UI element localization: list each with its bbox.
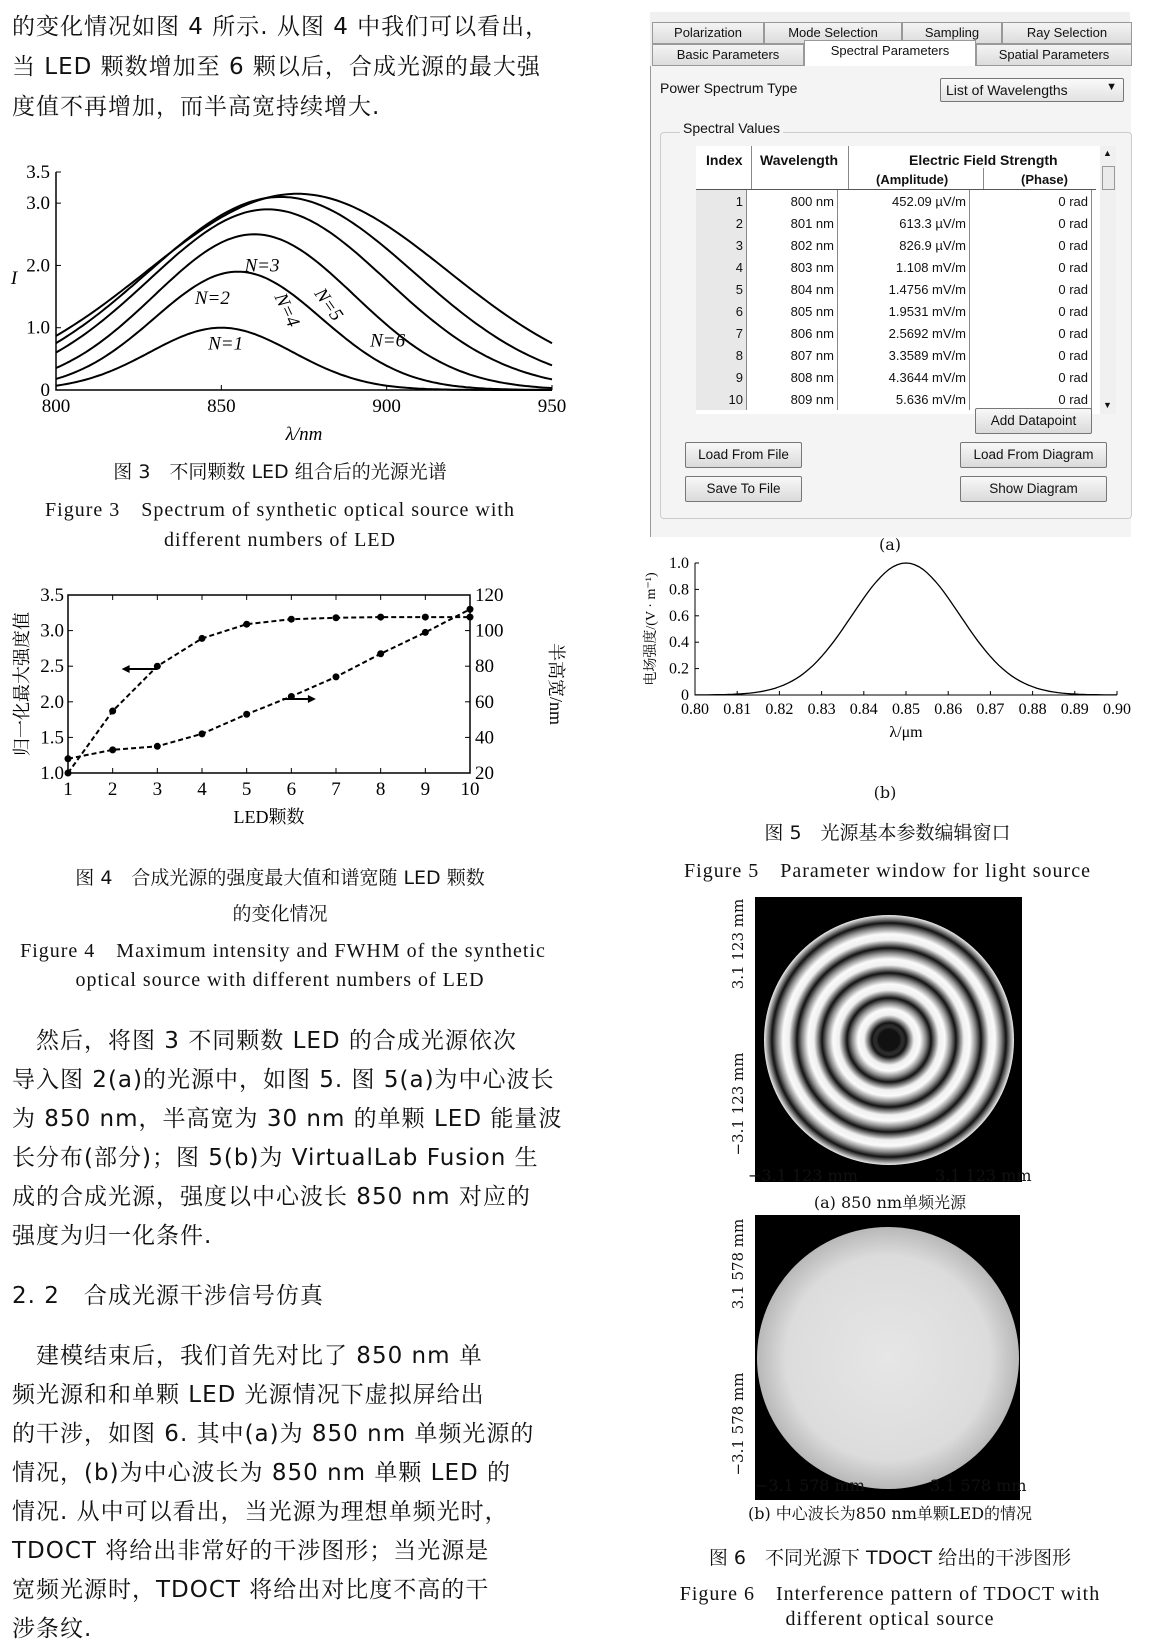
x-tick-label: 0.89 <box>1060 701 1089 718</box>
spectral-values-table[interactable] <box>696 146 1116 414</box>
text-line: 频光源和和单颗 LED 光源情况下虚拟屏给出 <box>12 1382 485 1408</box>
save-to-file-button[interactable]: Save To File <box>685 476 802 502</box>
figure6a-x-right-label: 3.1 123 mm <box>935 1166 1032 1185</box>
x-tick-label: 0.80 <box>681 701 709 718</box>
figure4-caption-zh-1: 图 4 合成光源的强度最大值和谱宽随 LED 颗数 <box>75 867 485 889</box>
x-tick-label: 1 <box>63 779 73 800</box>
header-efs: Electric Field Strength <box>909 152 1058 168</box>
figure5-caption-en: Figure 5 Parameter window for light source <box>684 860 1091 882</box>
dropdown-arrow-icon: ▼ <box>1106 81 1117 93</box>
figure6a-y-bottom-label: −3.1 123 mm <box>729 1052 747 1156</box>
table-row[interactable] <box>696 344 1092 366</box>
x-tick-label: 950 <box>537 396 567 417</box>
x-axis-label: LED颗数 <box>233 807 305 827</box>
cell-amplitude[interactable]: 452.09 µV/m <box>838 190 970 212</box>
spectral-values-label: Spectral Values <box>680 120 783 136</box>
figure3-caption-en-2: different numbers of LED <box>164 529 396 551</box>
cell-index[interactable]: 8 <box>696 344 747 366</box>
x-tick-label: 0.85 <box>892 701 920 718</box>
x-tick-label: 6 <box>286 779 297 800</box>
y-tick-label: 2.0 <box>40 691 64 713</box>
cell-wavelength[interactable]: 806 nm <box>747 322 838 344</box>
data-point-right <box>109 746 116 753</box>
figure6b-x-right-label: 3.1 578 mm <box>930 1476 1027 1495</box>
text-line: 情况，(b)为中心波长为 850 nm 单颗 LED 的 <box>12 1460 512 1486</box>
text-line: TDOCT 将给出非常好的干涉图形；当光源是 <box>12 1538 490 1564</box>
series-line-N3 <box>56 234 552 388</box>
y2-tick-label: 60 <box>475 691 494 713</box>
y-tick-label: 2.0 <box>26 255 50 277</box>
tab-spatial-parameters[interactable]: Spatial Parameters <box>976 44 1132 66</box>
power-spectrum-type-select[interactable] <box>940 78 1124 102</box>
figure3-caption-en-1: Figure 3 Spectrum of synthetic optical source with <box>45 499 515 521</box>
add-datapoint-button[interactable]: Add Datapoint <box>975 408 1092 434</box>
data-point-left <box>467 614 474 621</box>
cell-index[interactable]: 7 <box>696 322 747 344</box>
tab-sampling[interactable]: Sampling <box>902 22 1002 44</box>
cell-phase[interactable]: 0 rad <box>970 212 1092 234</box>
tab-basic-parameters[interactable]: Basic Parameters <box>652 44 804 66</box>
text-line: 强度为归一化条件. <box>12 1223 213 1249</box>
cell-index[interactable]: 3 <box>696 234 747 256</box>
data-point-right <box>154 743 161 750</box>
cell-phase[interactable]: 0 rad <box>970 366 1092 388</box>
x-axis-label: λ/nm <box>285 424 323 445</box>
data-point-right <box>422 629 429 636</box>
tab-polarization[interactable]: Polarization <box>652 22 764 44</box>
figure3-chart <box>0 160 570 445</box>
cell-phase[interactable]: 0 rad <box>970 234 1092 256</box>
x-tick-label: 10 <box>460 779 480 800</box>
cell-phase[interactable]: 0 rad <box>970 256 1092 278</box>
data-point-right <box>199 730 206 737</box>
x-tick-label: 0.83 <box>807 701 836 718</box>
text-line: 当 LED 颗数增加至 6 颗以后，合成光源的最大强 <box>12 54 541 80</box>
load-from-diagram-button[interactable]: Load From Diagram <box>960 442 1107 468</box>
cell-amplitude[interactable]: 3.3589 mV/m <box>838 344 970 366</box>
y2-tick-label: 120 <box>475 585 504 606</box>
figure5b-label: (b) <box>873 783 897 802</box>
x-axis-label: λ/μm <box>889 724 923 741</box>
table-row[interactable] <box>696 278 1092 300</box>
series-label: N=3 <box>244 255 280 277</box>
tab-ray-selection[interactable]: Ray Selection <box>1002 22 1132 44</box>
figure6a-y-top-label: 3.1 123 mm <box>729 898 747 990</box>
scroll-thumb[interactable] <box>1102 166 1115 190</box>
section-heading: 2. 2 合成光源干涉信号仿真 <box>12 1283 324 1309</box>
cell-wavelength[interactable]: 802 nm <box>747 234 838 256</box>
series-line-N5 <box>56 197 552 365</box>
tab-spectral-parameters[interactable]: Spectral Parameters <box>804 40 976 67</box>
cell-wavelength[interactable]: 800 nm <box>747 190 838 212</box>
table-row[interactable] <box>696 212 1092 234</box>
y2-tick-label: 100 <box>475 620 504 642</box>
text-line: 宽频光源时，TDOCT 将给出对比度不高的干 <box>12 1577 490 1603</box>
plot-frame <box>68 595 470 773</box>
x-tick-label: 0.88 <box>1018 701 1047 718</box>
text-line: 导入图 2(a)的光源中，如图 5. 图 5(a)为中心波长 <box>12 1067 555 1093</box>
x-tick-label: 9 <box>420 779 431 800</box>
cell-wavelength[interactable]: 809 nm <box>747 388 838 410</box>
cell-phase[interactable]: 0 rad <box>970 300 1092 322</box>
x-tick-label: 0.82 <box>765 701 794 718</box>
header-wavelength[interactable]: Wavelength <box>760 152 839 168</box>
x-tick-label: 7 <box>331 779 341 800</box>
data-point-left <box>199 635 206 642</box>
y-tick-label: 3.5 <box>26 162 50 183</box>
data-point-right <box>243 711 250 718</box>
table-scrollbar[interactable] <box>1100 146 1116 414</box>
cell-wavelength[interactable]: 805 nm <box>747 300 838 322</box>
figure3-caption-zh: 图 3 不同颗数 LED 组合后的光源光谱 <box>113 461 447 483</box>
data-point-left <box>377 614 384 621</box>
cell-amplitude[interactable]: 1.9531 mV/m <box>838 300 970 322</box>
cell-phase[interactable]: 0 rad <box>970 388 1092 410</box>
y-tick-label: 0.6 <box>669 607 689 625</box>
header-phase[interactable]: (Phase) <box>1021 172 1068 187</box>
series-label: N=2 <box>194 288 230 310</box>
text-line: 然后，将图 3 不同颗数 LED 的合成光源依次 <box>12 1028 517 1054</box>
y-tick-label: 0 <box>40 380 50 401</box>
y-axis-label: 归一化最大强度值 <box>12 612 32 756</box>
cell-phase[interactable]: 0 rad <box>970 322 1092 344</box>
table-row[interactable] <box>696 322 1092 344</box>
data-point-left <box>422 614 429 621</box>
header-amplitude[interactable]: (Amplitude) <box>876 172 949 187</box>
spectrum-line <box>695 563 1117 695</box>
y-axis-label: 电场强度/(V · m⁻¹) <box>644 572 659 686</box>
x-tick-label: 800 <box>41 396 71 417</box>
cell-phase[interactable]: 0 rad <box>970 344 1092 366</box>
table-row[interactable] <box>696 190 1092 212</box>
x-tick-label: 3 <box>152 779 163 800</box>
text-line: 建模结束后，我们首先对比了 850 nm 单 <box>12 1343 483 1369</box>
x-tick-label: 8 <box>375 779 386 800</box>
figure6-caption-zh: 图 6 不同光源下 TDOCT 给出的干涉图形 <box>708 1547 1072 1569</box>
cell-amplitude[interactable]: 1.4756 mV/m <box>838 278 970 300</box>
y-axis-label: I <box>10 268 18 290</box>
figure4-chart <box>0 585 570 860</box>
figure4-caption-en-1: Figure 4 Maximum intensity and FWHM of the synthetic <box>20 940 546 962</box>
cell-wavelength[interactable]: 808 nm <box>747 366 838 388</box>
x-tick-label: 900 <box>372 396 401 417</box>
cell-index[interactable]: 2 <box>696 212 747 234</box>
x-tick-label: 850 <box>207 396 236 417</box>
figure6b-caption: (b) 中心波长为850 nm单颗LED的情况 <box>747 1504 1033 1523</box>
light-source-parameter-window <box>650 12 1130 537</box>
figure6-caption-en-1: Figure 6 Interference pattern of TDOCT with <box>679 1583 1101 1605</box>
y2-tick-label: 40 <box>475 727 494 749</box>
series-label: N=1 <box>208 333 244 355</box>
table-row[interactable] <box>696 366 1092 388</box>
cell-amplitude[interactable]: 826.9 µV/m <box>838 234 970 256</box>
cell-index[interactable]: 4 <box>696 256 747 278</box>
cell-amplitude[interactable]: 613.3 µV/m <box>838 212 970 234</box>
y-tick-label: 0.4 <box>669 634 689 652</box>
series-label: N=4 <box>269 289 304 331</box>
figure6a-caption: (a) 850 nm单频光源 <box>813 1193 967 1212</box>
cell-index[interactable]: 1 <box>696 190 747 212</box>
x-tick-label: 0.90 <box>1103 701 1131 718</box>
figure6-caption-en-2: different optical source <box>785 1608 995 1630</box>
text-line: 度值不再增加，而半高宽持续增大. <box>12 94 381 120</box>
data-point-right <box>65 755 72 762</box>
table-row[interactable] <box>696 300 1092 322</box>
figure6b-y-bottom-label: −3.1 578 mm <box>729 1372 747 1476</box>
x-tick-label: 0.81 <box>723 701 752 718</box>
series-label: N=6 <box>370 330 406 352</box>
cell-index[interactable]: 9 <box>696 366 747 388</box>
text-line: 情况. 从中可以看出，当光源为理想单频光时， <box>12 1499 509 1525</box>
figure4-caption-en-2: optical source with different numbers of LED <box>75 969 485 991</box>
text-line: 涉条纹. <box>12 1616 93 1642</box>
header-index[interactable]: Index <box>706 152 743 168</box>
x-tick-label: 2 <box>107 779 118 800</box>
cell-phase[interactable]: 0 rad <box>970 278 1092 300</box>
y2-tick-label: 20 <box>475 763 494 784</box>
figure6a-x-left-label: −3.1 123 mm <box>748 1166 858 1185</box>
arrow-right-head-icon <box>308 695 316 703</box>
cell-index[interactable]: 10 <box>696 388 747 410</box>
series-label: N=5 <box>309 284 348 325</box>
data-point-left <box>288 616 295 623</box>
cell-amplitude[interactable]: 5.636 mV/m <box>838 388 970 410</box>
cell-index[interactable]: 5 <box>696 278 747 300</box>
scroll-up-icon[interactable]: ▲ <box>1103 148 1112 158</box>
data-point-left <box>243 621 250 628</box>
figure4-caption-zh-2: 的变化情况 <box>232 903 328 925</box>
text-line: 长分布(部分)；图 5(b)为 VirtualLab Fusion 生 <box>12 1145 539 1171</box>
cell-phase[interactable]: 0 rad <box>970 190 1092 212</box>
figure5a-label: (a) <box>878 535 902 554</box>
figure5-caption-zh: 图 5 光源基本参数编辑窗口 <box>764 822 1011 844</box>
figure5b-chart <box>635 555 1140 805</box>
data-point-right <box>377 650 384 657</box>
y-tick-label: 1.0 <box>669 555 689 572</box>
select-value: List of Wavelengths <box>946 82 1068 98</box>
y-tick-label: 1.0 <box>40 763 64 784</box>
data-point-right <box>467 606 474 613</box>
cell-index[interactable]: 6 <box>696 300 747 322</box>
y-tick-label: 2.5 <box>40 656 64 678</box>
text-line: 的变化情况如图 4 所示. 从图 4 中我们可以看出， <box>12 14 550 40</box>
axes <box>695 563 1117 695</box>
cell-amplitude[interactable]: 2.5692 mV/m <box>838 322 970 344</box>
text-line: 成的合成光源，强度以中心波长 850 nm 对应的 <box>12 1184 531 1210</box>
cell-wavelength[interactable]: 804 nm <box>747 278 838 300</box>
y-tick-label: 3.5 <box>40 585 64 606</box>
figure6a-interference-image <box>755 897 1022 1182</box>
x-tick-label: 4 <box>197 779 207 800</box>
load-from-file-button[interactable]: Load From File <box>685 442 802 468</box>
figure6b-interference-image <box>755 1215 1020 1500</box>
power-spectrum-type-label: Power Spectrum Type <box>660 80 798 96</box>
cell-wavelength[interactable]: 801 nm <box>747 212 838 234</box>
data-point-right <box>333 673 340 680</box>
series-line-right <box>68 609 470 759</box>
x-tick-label: 5 <box>241 779 252 800</box>
y-tick-label: 3.0 <box>26 193 50 215</box>
data-point-left <box>65 770 72 777</box>
y-tick-label: 0.8 <box>669 581 689 599</box>
y2-tick-label: 80 <box>475 656 494 678</box>
text-line: 为 850 nm，半高宽为 30 nm 的单颗 LED 能量波 <box>12 1106 563 1132</box>
cell-amplitude[interactable]: 4.3644 mV/m <box>838 366 970 388</box>
data-point-left <box>109 708 116 715</box>
y-tick-label: 3.0 <box>40 620 64 642</box>
figure6b-y-top-label: 3.1 578 mm <box>729 1218 747 1310</box>
arrow-left-head-icon <box>122 665 130 673</box>
table-row[interactable] <box>696 234 1092 256</box>
cell-wavelength[interactable]: 803 nm <box>747 256 838 278</box>
y-tick-label: 0.2 <box>669 660 689 678</box>
figure6b-x-left-label: −3.1 578 mm <box>755 1476 865 1495</box>
cell-wavelength[interactable]: 807 nm <box>747 344 838 366</box>
scroll-down-icon[interactable]: ▼ <box>1103 400 1112 410</box>
x-tick-label: 0.87 <box>976 701 1005 718</box>
x-tick-label: 0.86 <box>934 701 963 718</box>
x-tick-label: 0.84 <box>849 701 878 718</box>
tab-mode-selection[interactable]: Mode Selection <box>764 22 902 44</box>
table-row[interactable] <box>696 388 1092 410</box>
show-diagram-button[interactable]: Show Diagram <box>960 476 1107 502</box>
y-tick-label: 1.5 <box>40 727 64 749</box>
data-point-left <box>333 614 340 621</box>
series-line-N2 <box>56 272 552 390</box>
cell-amplitude[interactable]: 1.108 mV/m <box>838 256 970 278</box>
y-tick-label: 1.0 <box>26 317 50 339</box>
table-row[interactable] <box>696 256 1092 278</box>
y2-axis-label: 半高宽/nm <box>546 642 566 726</box>
y-tick-label: 0 <box>681 687 689 704</box>
text-line: 的干涉，如图 6. 其中(a)为 850 nm 单频光源的 <box>12 1421 535 1447</box>
